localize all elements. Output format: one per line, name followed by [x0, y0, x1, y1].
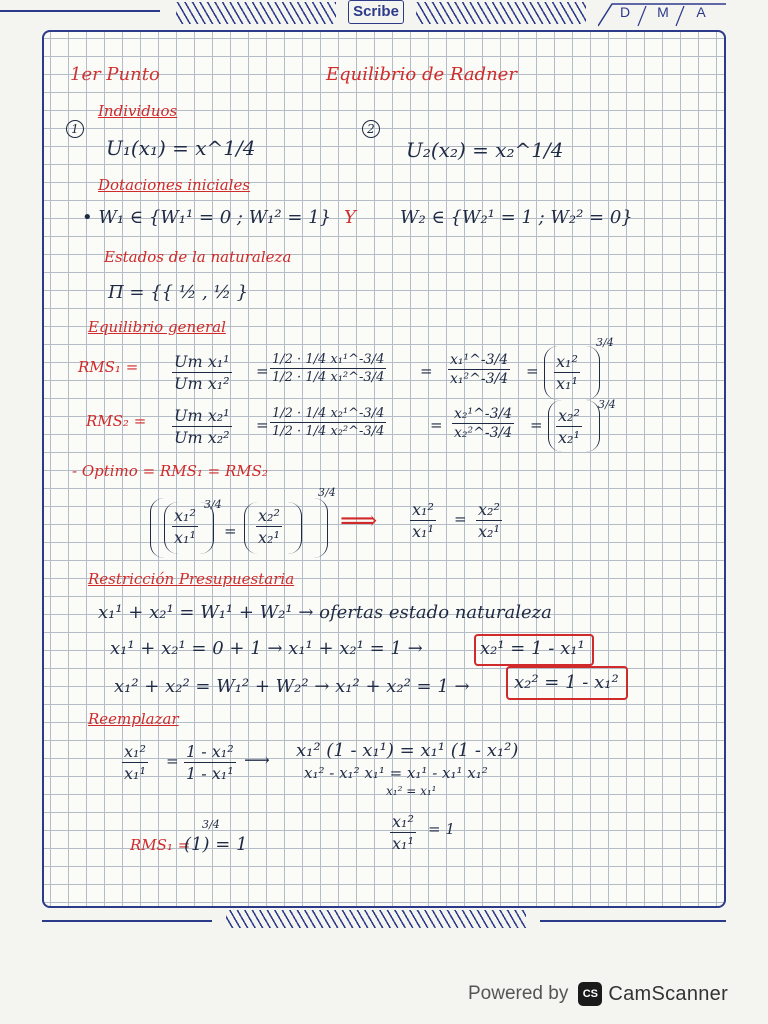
header-rule-left: [0, 10, 160, 12]
optimo-result-right-denominator: x₂¹: [478, 522, 500, 541]
rms1-label: RMS₁ =: [78, 358, 139, 376]
tab-letter-d: D: [619, 4, 631, 20]
rms2-fraction-1: [172, 406, 232, 447]
rms1-equals-3: =: [526, 362, 539, 380]
rms1-exponent: 3/4: [596, 336, 614, 349]
rms1-fraction-2: [270, 352, 386, 385]
tab-letter-a: A: [696, 4, 706, 20]
rms1-f4-numerator: x₁²: [556, 352, 578, 371]
optimo-equals: =: [224, 522, 237, 540]
budget-result-1: x₂¹ = 1 - x₁¹: [480, 638, 585, 659]
optimo-line: - Optimo = RMS₁ = RMS₂: [72, 462, 268, 480]
rms-final-label: RMS₁ =: [130, 836, 191, 854]
rms2-f3-numerator: x₂¹^-3/4: [454, 406, 513, 422]
rms2-equals-2: =: [430, 416, 443, 434]
rms1-f3-numerator: x₁¹^-3/4: [450, 352, 509, 368]
section-restriccion: Restricción Presupuestaria: [88, 570, 295, 588]
optimo-result-equals: =: [454, 510, 467, 528]
replace-right-numerator: 1 - x₁²: [186, 742, 234, 761]
rms2-exponent: 3/4: [598, 398, 616, 411]
individual-1-number: 1: [66, 120, 84, 138]
tab-letter-m: M: [657, 4, 669, 20]
optimo-left-numerator: x₁²: [174, 506, 196, 525]
optimo-result-left-numerator: x₁²: [412, 500, 434, 519]
replace-fraction-right: [184, 742, 236, 783]
replace-result-numerator: x₁²: [392, 812, 414, 831]
replace-equals: =: [166, 752, 179, 770]
brand-logo: Scribe: [348, 0, 404, 24]
replace-result-fraction: [390, 812, 416, 853]
optimo-right-denominator: x₂¹: [258, 528, 280, 547]
replace-left-numerator: x₁²: [124, 742, 146, 761]
replace-fraction-left: [122, 742, 148, 783]
optimo-arrow: ⟹: [340, 506, 378, 536]
section-equilibrio: Equilibrio general: [88, 318, 226, 336]
endowment-2: W₂ ∈ {W₂¹ = 1 ; W₂² = 0}: [400, 207, 633, 228]
rms1-fraction-4: [554, 352, 580, 393]
optimo-left-exponent: 3/4: [204, 498, 222, 511]
rms2-fraction-2: [270, 406, 386, 439]
rms2-f1-denominator: Um x₂²: [174, 428, 230, 447]
budget-line-3: x₁² + x₂² = W₁² + W₂² → x₁² + x₂² = 1 →: [114, 676, 470, 697]
section-reemplazar: Reemplazar: [88, 710, 179, 728]
section-estados: Estados de la naturaleza: [104, 248, 292, 266]
individual-2-utility: U₂(x₂) = x₂^1/4: [406, 138, 564, 162]
notebook-tab-letters: [598, 2, 730, 28]
rms1-equals-1: =: [256, 362, 269, 380]
budget-line-2: x₁¹ + x₂¹ = 0 + 1 → x₁¹ + x₂¹ = 1 →: [110, 638, 423, 659]
probabilities: Π = {{ ½ , ½ }: [108, 282, 249, 303]
rms-final-value: (1) = 1: [184, 834, 248, 855]
rms2-fraction-3: [452, 406, 514, 441]
rms1-fraction-3: [448, 352, 510, 387]
rms2-f2-denominator: 1/2 · 1/4 x₂²^-3/4: [272, 424, 385, 439]
rms2-f3-denominator: x₂²^-3/4: [454, 425, 513, 441]
camscanner-brand: CamScanner: [608, 982, 729, 1005]
endowment-1: • W₁ ∈ {W₁¹ = 0 ; W₁² = 1}: [82, 207, 332, 228]
rms2-fraction-4: [556, 406, 582, 447]
rms2-f1-numerator: Um x₂¹: [174, 406, 230, 425]
rms2-f4-denominator: x₂¹: [558, 428, 580, 447]
replace-step-3: x₁² = x₁¹: [386, 784, 437, 798]
individual-2-number: 2: [362, 120, 380, 138]
section-dotaciones: Dotaciones iniciales: [98, 176, 251, 194]
budget-line-1: x₁¹ + x₂¹ = W₁¹ + W₂¹ → ofertas estado naturaleza: [98, 602, 552, 623]
footer-rule-right: [540, 920, 726, 922]
optimo-left-fraction: [172, 506, 198, 547]
rms2-label: RMS₂ =: [86, 412, 147, 430]
header-hatch-left: [176, 2, 336, 24]
optimo-result-left: [410, 500, 436, 541]
rms1-f2-numerator: 1/2 · 1/4 x₁¹^-3/4: [272, 352, 385, 367]
replace-arrow: ⟶: [244, 750, 270, 771]
endowment-connector: Y: [344, 207, 356, 228]
optimo-outer-exponent: 3/4: [318, 486, 336, 499]
replace-result-denominator: x₁¹: [392, 834, 414, 853]
replace-right-denominator: 1 - x₁¹: [186, 764, 234, 783]
camscanner-logo-icon: CS: [578, 982, 602, 1006]
rms1-f4-denominator: x₁¹: [556, 374, 578, 393]
point-heading: 1er Punto: [70, 64, 160, 85]
rms1-f2-denominator: 1/2 · 1/4 x₁²^-3/4: [272, 370, 385, 385]
section-individuos: Individuos: [98, 102, 178, 120]
replace-step-1: x₁² (1 - x₁¹) = x₁¹ (1 - x₁²): [296, 740, 519, 761]
optimo-result-right: [476, 500, 502, 541]
replace-step-2: x₁² - x₁² x₁¹ = x₁¹ - x₁¹ x₁²: [304, 764, 488, 782]
budget-result-2: x₂² = 1 - x₁²: [514, 672, 619, 693]
optimo-right-fraction: [256, 506, 282, 547]
individual-1-utility: U₁(x₁) = x^1/4: [106, 136, 256, 160]
rms1-f1-denominator: Um x₁²: [174, 374, 230, 393]
footer-rule-left: [42, 920, 212, 922]
header-hatch-right: [416, 2, 586, 24]
rms-final-exponent: 3/4: [202, 818, 220, 831]
rms1-equals-2: =: [420, 362, 433, 380]
rms2-f2-numerator: 1/2 · 1/4 x₂¹^-3/4: [272, 406, 385, 421]
rms1-f1-numerator: Um x₁¹: [174, 352, 230, 371]
powered-by-text: Powered by: [468, 983, 569, 1004]
rms1-f3-denominator: x₁²^-3/4: [450, 371, 509, 387]
replace-left-denominator: x₁¹: [124, 764, 146, 783]
rms2-equals-1: =: [256, 416, 269, 434]
rms2-f4-numerator: x₂²: [558, 406, 580, 425]
camscanner-watermark: [468, 974, 750, 1014]
optimo-result-right-numerator: x₂²: [478, 500, 500, 519]
replace-result-value: = 1: [428, 820, 455, 838]
rms1-fraction-1: [172, 352, 232, 393]
page-title: Equilibrio de Radner: [326, 64, 517, 85]
optimo-left-denominator: x₁¹: [174, 528, 196, 547]
optimo-result-left-denominator: x₁¹: [412, 522, 434, 541]
optimo-right-numerator: x₂²: [258, 506, 280, 525]
footer-hatch: [226, 910, 526, 928]
rms2-equals-3: =: [530, 416, 543, 434]
